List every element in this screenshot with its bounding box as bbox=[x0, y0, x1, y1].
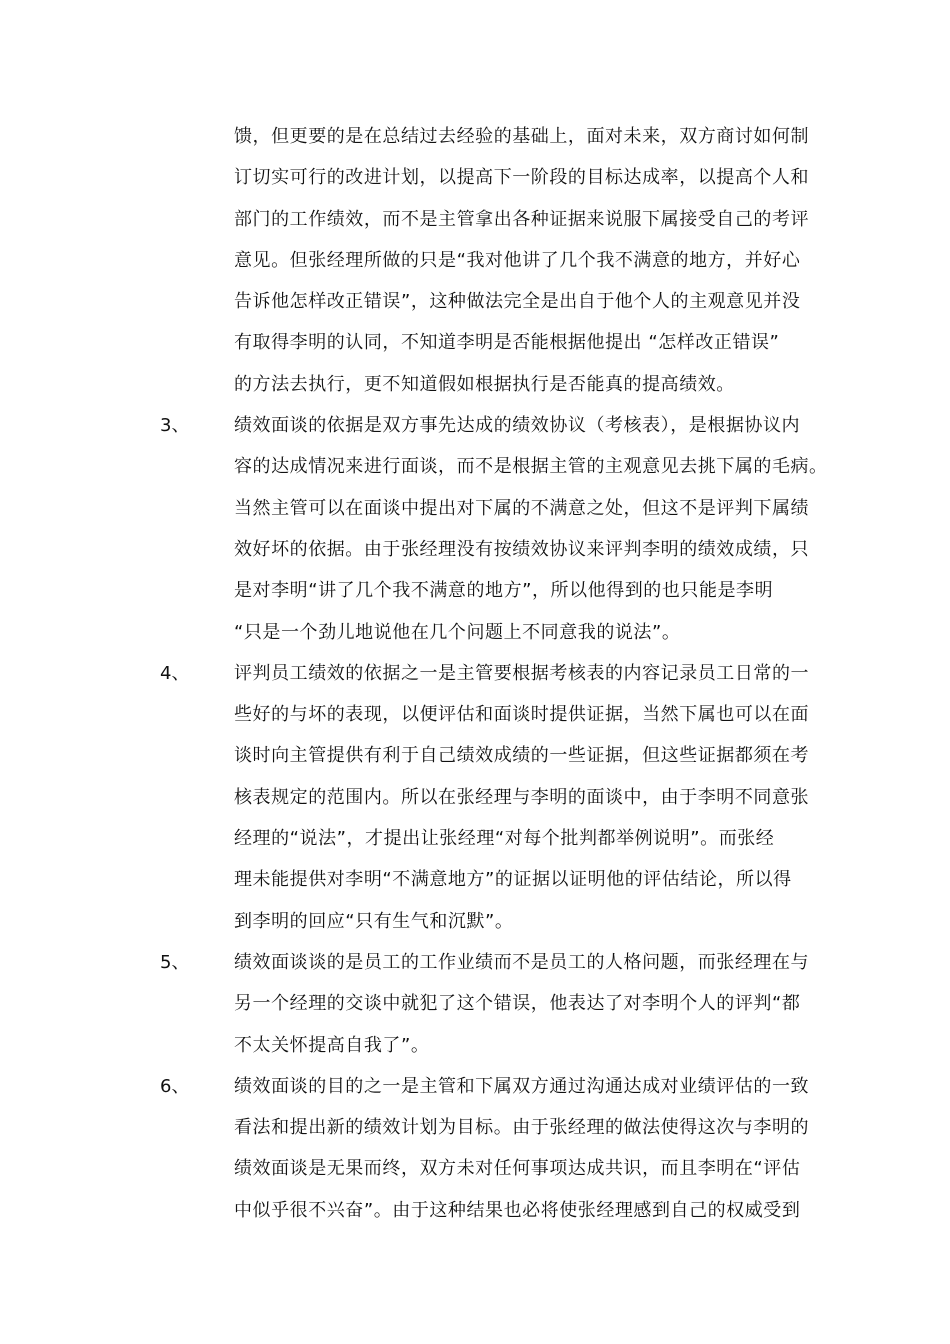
line-text: 绩效面谈是无果而终，双方未对任何事项达成共识，而且李明在“评估 bbox=[234, 1158, 801, 1180]
line-text: 中似乎很不兴奋”。由于这种结果也必将使张经理感到自己的权威受到 bbox=[234, 1199, 801, 1221]
line-text: 另一个经理的交谈中就犯了这个错误，他表达了对李明个人的评判“都 bbox=[234, 993, 801, 1015]
line-text: 馈，但更要的是在总结过去经验的基础上，面对未来，双方商讨如何制 bbox=[234, 126, 810, 147]
text-line bbox=[0, 199, 950, 240]
line-text: 部门的工作绩效，而不是主管拿出各种证据来说服下属接受自己的考评 bbox=[234, 208, 810, 230]
line-text: 谈时向主管提供有利于自己绩效成绩的一些证据，但这些证据都须在考 bbox=[234, 745, 810, 767]
paragraph-number: 5、 bbox=[160, 951, 190, 973]
paragraph-continued bbox=[0, 116, 950, 405]
line-text: 到李明的回应“只有生气和沉默”。 bbox=[234, 910, 514, 932]
line-text: 绩效面谈的依据是双方事先达成的绩效协议（考核表），是根据协议内 bbox=[234, 415, 801, 437]
text-line bbox=[0, 488, 950, 529]
text-line bbox=[0, 570, 950, 611]
text-line bbox=[0, 1148, 950, 1189]
line-text: 有取得李明的认同，不知道李明是否能根据他提出 “怎样改正错误” bbox=[234, 332, 780, 354]
text-line bbox=[0, 281, 950, 322]
numbered-paragraph-5 bbox=[0, 942, 950, 1066]
text-line bbox=[0, 322, 950, 363]
line-text: 核表规定的范围内。所以在张经理与李明的面谈中，由于李明不同意张 bbox=[234, 786, 810, 808]
text-line bbox=[0, 240, 950, 281]
text-line bbox=[0, 529, 950, 570]
text-line bbox=[0, 983, 950, 1024]
text-line bbox=[0, 942, 950, 983]
text-line bbox=[0, 116, 950, 157]
line-text: 容的达成情况来进行面谈，而不是根据主管的主观意见去挑下属的毛病。 bbox=[234, 456, 828, 478]
paragraph-number: 3、 bbox=[160, 415, 190, 437]
line-text: 效好坏的依据。由于张经理没有按绩效协议来评判李明的绩效成绩，只 bbox=[234, 538, 810, 560]
line-text: 是对李明“讲了几个我不满意的地方”，所以他得到的也只能是李明 bbox=[234, 580, 774, 602]
line-text: 绩效面谈的目的之一是主管和下属双方通过沟通达成对业绩评估的一致 bbox=[234, 1075, 810, 1097]
line-text: 的方法去执行，更不知道假如根据执行是否能真的提高绩效。 bbox=[234, 373, 735, 395]
text-line bbox=[0, 1107, 950, 1148]
text-line bbox=[0, 364, 950, 405]
line-text: 订切实可行的改进计划，以提高下一阶段的目标达成率，以提高个人和 bbox=[234, 167, 810, 189]
line-text: 绩效面谈谈的是员工的工作业绩而不是员工的人格问题，而张经理在与 bbox=[234, 951, 810, 973]
text-line bbox=[0, 694, 950, 735]
line-text: 意见。但张经理所做的只是“我对他讲了几个我不满意的地方，并好心 bbox=[234, 249, 801, 271]
line-text: “只是一个劲儿地说他在几个问题上不同意我的说法”。 bbox=[234, 621, 681, 643]
text-line bbox=[0, 157, 950, 198]
document-body bbox=[0, 116, 950, 1231]
line-text: 不太关怀提高自我了”。 bbox=[234, 1034, 430, 1056]
line-text: 些好的与坏的表现，以便评估和面谈时提供证据，当然下属也可以在面 bbox=[234, 704, 810, 726]
text-line bbox=[0, 901, 950, 942]
line-text: 经理的“说法”，才提出让张经理“对每个批判都举例说明”。而张经 bbox=[234, 828, 775, 850]
numbered-paragraph-3 bbox=[0, 405, 950, 653]
line-text: 看法和提出新的绩效计划为目标。由于张经理的做法使得这次与李明的 bbox=[234, 1117, 810, 1139]
line-text: 理未能提供对李明“不满意地方”的证据以证明他的评估结论，所以得 bbox=[234, 869, 792, 891]
text-line bbox=[0, 1025, 950, 1066]
paragraph-number: 4、 bbox=[160, 662, 190, 684]
text-line bbox=[0, 735, 950, 776]
text-line bbox=[0, 1066, 950, 1107]
text-line bbox=[0, 1190, 950, 1231]
text-line bbox=[0, 777, 950, 818]
text-line bbox=[0, 446, 950, 487]
numbered-paragraph-6 bbox=[0, 1066, 950, 1231]
text-line bbox=[0, 405, 950, 446]
line-text: 当然主管可以在面谈中提出对下属的不满意之处，但这不是评判下属绩 bbox=[234, 497, 810, 519]
text-line bbox=[0, 612, 950, 653]
line-text: 告诉他怎样改正错误”，这种做法完全是出自于他个人的主观意见并没 bbox=[234, 291, 801, 313]
text-line bbox=[0, 859, 950, 900]
text-line bbox=[0, 818, 950, 859]
text-line bbox=[0, 653, 950, 694]
paragraph-number: 6、 bbox=[160, 1075, 190, 1097]
numbered-paragraph-4 bbox=[0, 653, 950, 942]
line-text: 评判员工绩效的依据之一是主管要根据考核表的内容记录员工日常的一 bbox=[234, 662, 810, 684]
